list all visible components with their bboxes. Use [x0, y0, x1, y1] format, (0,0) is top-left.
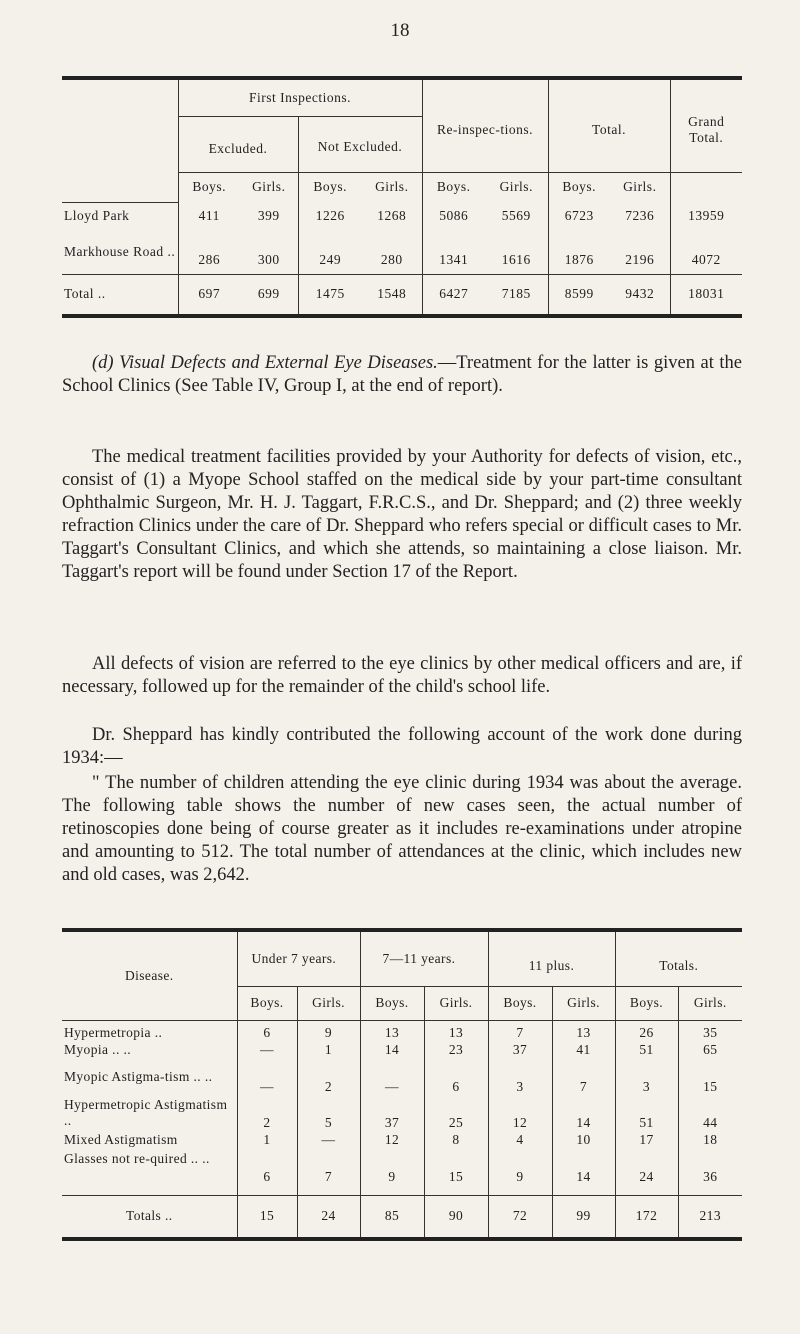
inspections-table [62, 76, 742, 318]
col-boys: Boys. [298, 172, 362, 202]
cell: 7 [552, 1059, 615, 1095]
table-row [62, 1195, 742, 1239]
header-first-inspections: First Inspections. [178, 78, 422, 116]
cell: 699 [240, 274, 298, 316]
cell: 1876 [548, 230, 610, 274]
cell: 85 [360, 1195, 424, 1239]
cell: 6 [237, 1020, 297, 1041]
cell: 1475 [298, 274, 362, 316]
cell: — [297, 1131, 360, 1149]
cell: 1341 [422, 230, 485, 274]
header-disease: Disease. [62, 930, 237, 1020]
cell: 2 [237, 1095, 297, 1131]
row-label: Mixed Astigmatism [64, 1132, 178, 1147]
cell: 6723 [548, 202, 610, 230]
cell: 35 [678, 1020, 742, 1041]
cell: 10 [552, 1131, 615, 1149]
col-boys: Boys. [488, 986, 552, 1020]
cell: 15 [424, 1149, 488, 1195]
cell: 12 [488, 1095, 552, 1131]
row-label: Hypermetropia .. [62, 1020, 237, 1041]
col-girls: Girls. [678, 986, 742, 1020]
col-girls: Girls. [362, 172, 422, 202]
cell: 7 [488, 1020, 552, 1041]
cell: 411 [178, 202, 240, 230]
cell: 36 [678, 1149, 742, 1195]
cell: 4 [488, 1131, 552, 1149]
table-row [62, 1020, 742, 1041]
cell: 399 [257, 208, 280, 223]
cell: 65 [678, 1041, 742, 1059]
cell: 6 [424, 1059, 488, 1095]
cell: 26 [615, 1020, 678, 1041]
cell: 13 [360, 1020, 424, 1041]
col-girls: Girls. [485, 172, 548, 202]
cell: 13959 [670, 202, 742, 230]
col-girls: Girls. [297, 986, 360, 1020]
paragraph-text: —Treatment for the latter is given at the School Clinics (See Table IV, Group I, at the end of report). [62, 353, 742, 396]
table-row [62, 1059, 742, 1095]
row-label: Totals .. [62, 1195, 237, 1239]
cell: 8 [424, 1131, 488, 1149]
header-under-7: Under 7 years. [237, 930, 360, 986]
row-label: Total .. [62, 274, 178, 316]
cell: 15 [237, 1195, 297, 1239]
table-row [62, 1149, 742, 1195]
cell: 41 [552, 1041, 615, 1059]
cell: 24 [615, 1149, 678, 1195]
cell: — [360, 1059, 424, 1095]
cell: 697 [178, 274, 240, 316]
col-girls: Girls. [610, 172, 670, 202]
header-total: Total. [548, 78, 670, 172]
cell: 37 [488, 1041, 552, 1059]
cell: 1616 [501, 251, 531, 267]
cell: 8599 [548, 274, 610, 316]
cell: 51 [615, 1095, 678, 1131]
cell: 249 [298, 230, 362, 274]
cell: — [237, 1059, 297, 1095]
table-row [62, 1131, 742, 1149]
paragraph-sheppard-intro: Dr. Sheppard has kindly contributed the following account of the work done during 1934:— [62, 725, 742, 768]
header-grand-total: Grand Total. [670, 78, 742, 172]
row-label: Hypermetropic Astigmatism .. [64, 1097, 228, 1128]
cell: 1548 [362, 274, 422, 316]
row-label: Myopia .. .. [64, 1042, 132, 1057]
col-boys: Boys. [237, 986, 297, 1020]
table-row [62, 202, 742, 230]
paragraph-visual-defects [62, 352, 742, 398]
col-girls: Girls. [424, 986, 488, 1020]
cell: 300 [257, 251, 280, 267]
cell: 14 [552, 1149, 615, 1195]
cell: 172 [615, 1195, 678, 1239]
cell: 7 [297, 1149, 360, 1195]
cell: 17 [615, 1131, 678, 1149]
cell: 1 [237, 1131, 297, 1149]
cell: 6427 [422, 274, 485, 316]
row-label: Glasses not re-quired .. .. [64, 1151, 210, 1166]
cell: 51 [615, 1041, 678, 1059]
row-label: Markhouse Road .. [64, 243, 176, 259]
cell: 18031 [670, 274, 742, 316]
cell: 3 [488, 1059, 552, 1095]
cell: 1226 [298, 202, 362, 230]
col-boys: Boys. [422, 172, 485, 202]
cell: 14 [360, 1041, 424, 1059]
cell: 7236 [625, 208, 655, 223]
col-girls: Girls. [552, 986, 615, 1020]
paragraph-referrals: All defects of vision are referred to the eye clinics by other medical officers and are, if necessary, followed up for the remainder of the child's school life. [62, 654, 742, 697]
cell: 23 [424, 1041, 488, 1059]
cell: 15 [678, 1059, 742, 1095]
cell: 213 [678, 1195, 742, 1239]
col-boys: Boys. [178, 172, 240, 202]
table-row [62, 230, 742, 274]
header-totals: Totals. [615, 930, 742, 986]
disease-table [62, 928, 742, 1241]
cell: 9 [297, 1020, 360, 1041]
col-boys: Boys. [548, 172, 610, 202]
page-number: 18 [390, 20, 410, 41]
cell: 25 [424, 1095, 488, 1131]
cell: 2196 [625, 251, 655, 267]
table-row [62, 1095, 742, 1131]
col-boys: Boys. [615, 986, 678, 1020]
cell: 1 [297, 1041, 360, 1059]
table-row [62, 274, 742, 316]
cell: 90 [424, 1195, 488, 1239]
cell: 5569 [501, 208, 531, 223]
cell: — [237, 1041, 297, 1059]
table-row [62, 1041, 742, 1059]
cell: 9 [488, 1149, 552, 1195]
cell: 7185 [485, 274, 548, 316]
col-boys: Boys. [360, 986, 424, 1020]
cell: 3 [615, 1059, 678, 1095]
header-not-excluded: Not Excluded. [298, 116, 422, 172]
cell: 2 [297, 1059, 360, 1095]
row-label: Lloyd Park [62, 202, 178, 230]
cell: 4072 [670, 230, 742, 274]
cell: 72 [488, 1195, 552, 1239]
cell: 14 [552, 1095, 615, 1131]
cell: 5 [297, 1095, 360, 1131]
header-reinspections: Re-inspec-tions. [422, 78, 548, 172]
cell: 24 [297, 1195, 360, 1239]
col-girls: Girls. [240, 172, 298, 202]
cell: 18 [678, 1131, 742, 1149]
paragraph-treatment-facilities: The medical treatment facilities provided by your Authority for defects of vision, etc., consist of (1) a Myope School staffed on the medical side by your part-time consultant Ophthalmic Surgeon, Mr. H. J. Taggart, F.R.C.S., and Dr. Sheppard; and (2) three weekly refraction Clinics under the care of Dr. Sheppard who refers special or difficult cases to Mr. Taggart's Consultant Clinics, and which she attends, so maintaining a close liaison. Mr. Taggart's report will be found under Section 17 of the Report. [62, 447, 742, 582]
cell: 5086 [422, 202, 485, 230]
cell: 13 [424, 1020, 488, 1041]
header-11-plus: 11 plus. [488, 930, 615, 986]
cell: 9432 [610, 274, 670, 316]
cell: 12 [360, 1131, 424, 1149]
cell: 280 [380, 251, 403, 267]
cell: 13 [552, 1020, 615, 1041]
cell: 9 [360, 1149, 424, 1195]
cell: 1268 [377, 208, 407, 223]
cell: 37 [360, 1095, 424, 1131]
section-heading: (d) Visual Defects and External Eye Diseases. [92, 353, 438, 373]
header-excluded: Excluded. [178, 116, 298, 172]
header-7-11: 7—11 years. [360, 930, 488, 986]
row-label: Myopic Astigma-tism .. .. [64, 1069, 213, 1084]
cell: 6 [237, 1149, 297, 1195]
cell: 286 [178, 230, 240, 274]
paragraph-sheppard-quote: " The number of children attending the eye clinic during 1934 was about the average. The following table shows the number of new cases seen, the actual number of retinoscopies done being of course greater as it includes re-examinations under atropine and amounting to 512. The total number of attendances at the clinic, which includes new and old cases, was 2,642. [62, 773, 742, 885]
cell: 99 [552, 1195, 615, 1239]
cell: 44 [678, 1095, 742, 1131]
